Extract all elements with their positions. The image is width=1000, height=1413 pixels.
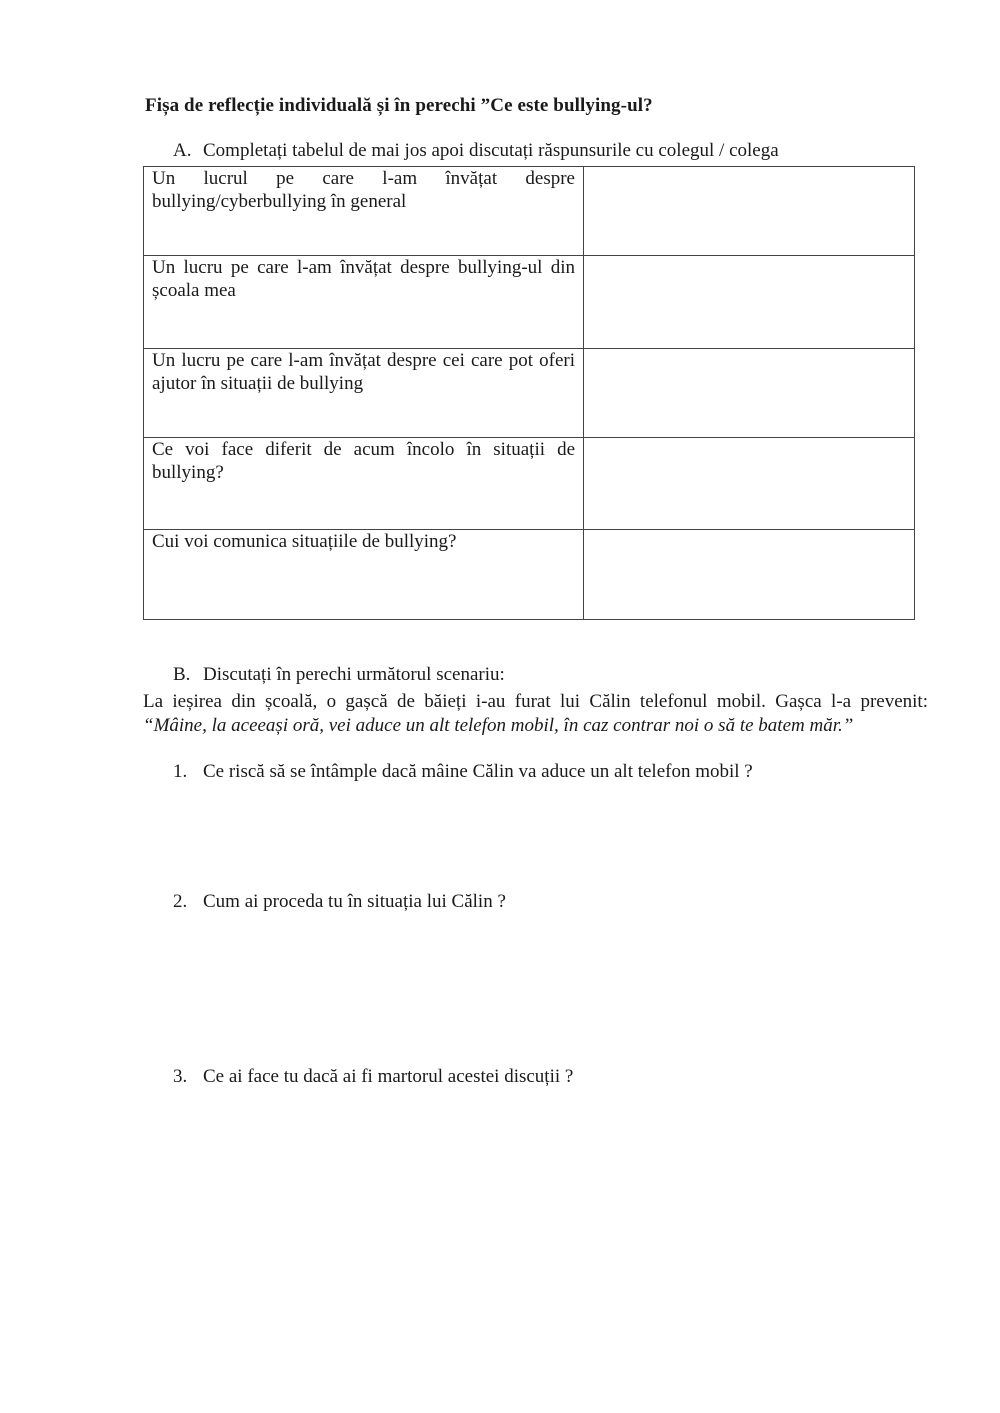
section-a-heading bbox=[173, 140, 779, 162]
question-number: 3. bbox=[173, 1066, 188, 1087]
row-answer-cell[interactable] bbox=[584, 256, 915, 349]
section-b-marker: B. bbox=[173, 664, 191, 685]
row-answer-cell[interactable] bbox=[584, 530, 915, 620]
scenario-text: La ieșirea din școală, o gașcă de băieți i-au furat lui Călin telefonul mobil. Gașca l-a prevenit: bbox=[143, 691, 928, 712]
question-item bbox=[173, 761, 753, 783]
question-item bbox=[173, 1066, 573, 1088]
page-title: Fișa de reflecție individuală și în perechi ”Ce este bullying-ul? bbox=[145, 95, 653, 116]
scenario-quote: “Mâine, la aceeași oră, vei aduce un alt telefon mobil, în caz contrar noi o să te batem măr.” bbox=[143, 715, 854, 736]
table-row bbox=[144, 167, 915, 256]
row-answer-cell[interactable] bbox=[584, 438, 915, 530]
question-text: Ce riscă să se întâmple dacă mâine Călin va aduce un alt telefon mobil ? bbox=[203, 761, 753, 782]
question-text: Ce ai face tu dacă ai fi martorul acestei discuții ? bbox=[203, 1066, 574, 1087]
table-row bbox=[144, 438, 915, 530]
section-a-instruction: Completați tabelul de mai jos apoi discutați răspunsurile cu colegul / colega bbox=[203, 140, 779, 161]
table-row bbox=[144, 349, 915, 438]
reflection-table bbox=[143, 166, 915, 620]
table-row bbox=[144, 530, 915, 620]
table-row bbox=[144, 256, 915, 349]
section-b-instruction: Discutați în perechi următorul scenariu: bbox=[203, 664, 505, 685]
row-prompt: Cui voi comunica situațiile de bullying? bbox=[144, 530, 584, 620]
row-answer-cell[interactable] bbox=[584, 349, 915, 438]
question-text: Cum ai proceda tu în situația lui Călin ? bbox=[203, 891, 506, 912]
row-prompt: Un lucru pe care l-am învățat despre cei care pot oferi ajutor în situații de bullying bbox=[144, 349, 584, 438]
row-prompt: Un lucrul pe care l-am învățat despre bullying/cyberbullying în general bbox=[144, 167, 584, 256]
section-b-heading bbox=[173, 664, 505, 686]
section-a-marker: A. bbox=[173, 140, 192, 161]
row-prompt: Ce voi face diferit de acum încolo în situații de bullying? bbox=[144, 438, 584, 530]
question-number: 2. bbox=[173, 891, 188, 912]
scenario bbox=[143, 690, 928, 738]
question-item bbox=[173, 891, 506, 913]
question-number: 1. bbox=[173, 761, 188, 782]
row-answer-cell[interactable] bbox=[584, 167, 915, 256]
row-prompt: Un lucru pe care l-am învățat despre bullying-ul din școala mea bbox=[144, 256, 584, 349]
